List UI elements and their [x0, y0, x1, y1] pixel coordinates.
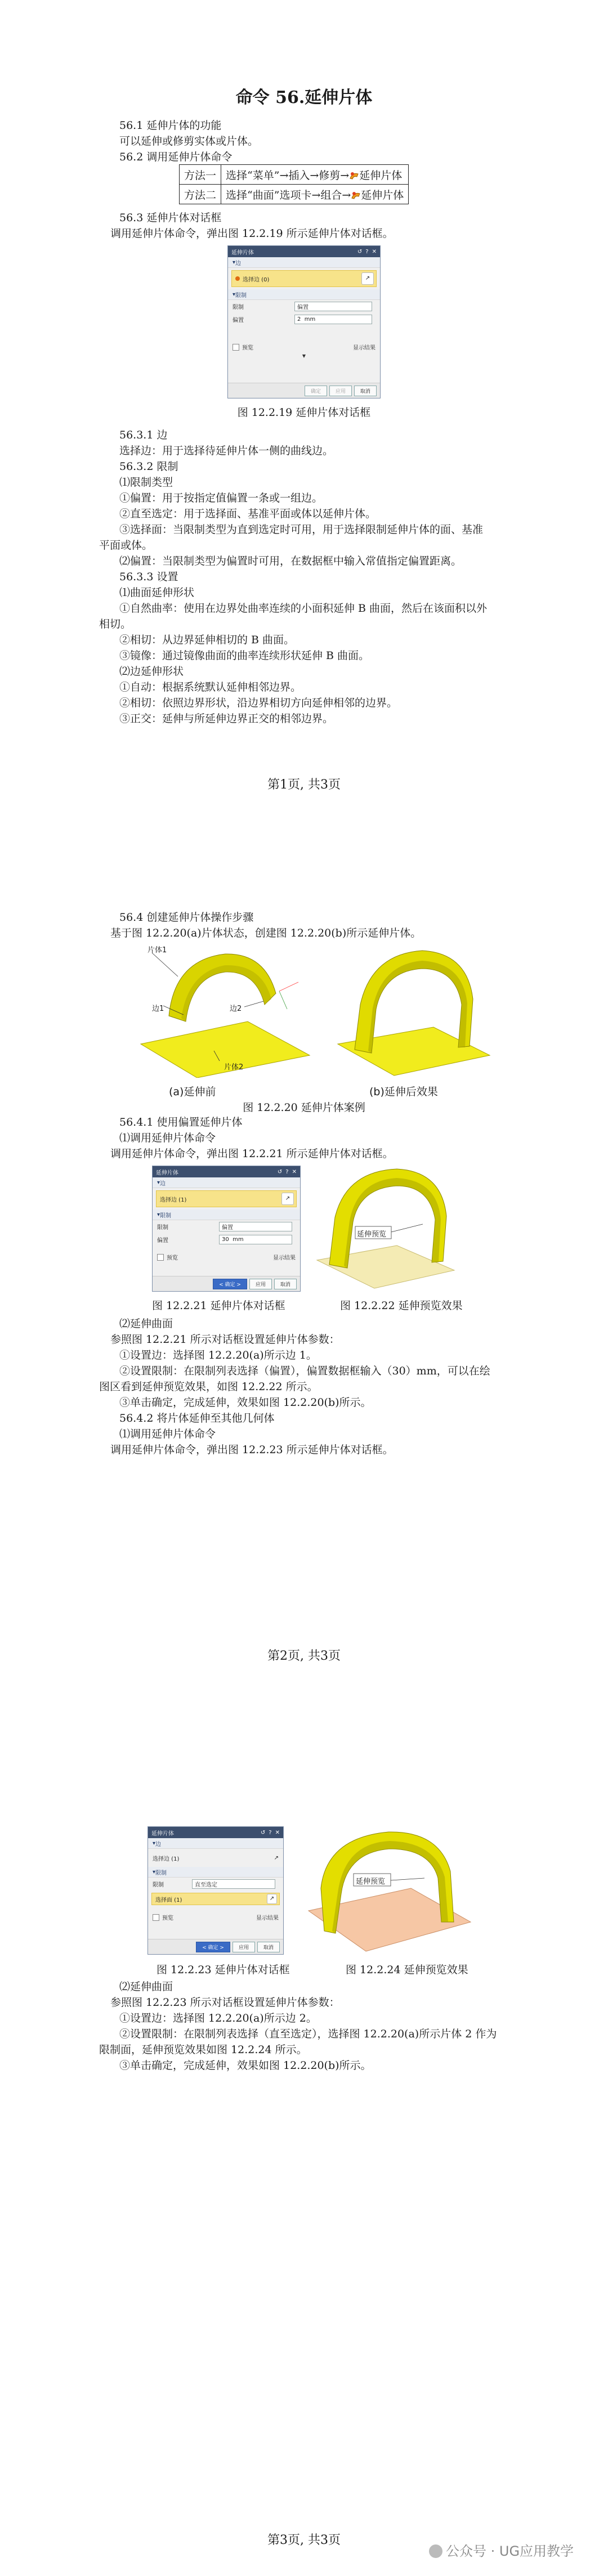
- select-edge-label: 选择边 (1): [160, 1197, 187, 1203]
- list-item: ⑵偏置：当限制类型为偏置时可用，在数据框中输入常值指定偏置距离。: [119, 555, 462, 567]
- limit-select[interactable]: [219, 1222, 292, 1231]
- figure-caption: 图 12.2.22 延伸预览效果: [340, 1300, 463, 1312]
- help-icon[interactable]: ?: [269, 1829, 272, 1836]
- extend-sheet-dialog: [227, 245, 381, 398]
- list-item-wrap: 相切。: [99, 618, 132, 630]
- list-item: ⑴调用延伸片体命令: [119, 1428, 216, 1440]
- list-item: ⑵延伸曲面: [119, 1981, 173, 1993]
- paragraph: 调用延伸片体命令，弹出图 12.2.21 所示延伸片体对话框。: [110, 1148, 394, 1160]
- method-text-prefix: 选择“曲面”选项卡→组合→: [226, 189, 351, 201]
- watermark-text: 公众号 · UG应用教学: [446, 2543, 574, 2559]
- dialog-footer: [153, 1276, 300, 1291]
- axis-red: [279, 982, 298, 991]
- figure-caption: 图 12.2.19 延伸片体对话框: [237, 406, 371, 419]
- list-item-wrap: 图区看到延伸预览效果，如图 12.2.22 所示。: [99, 1381, 318, 1393]
- sheet2-label: 片体2: [224, 1063, 244, 1072]
- apply-button[interactable]: 应用: [329, 386, 352, 396]
- section-heading: 56.1 延伸片体的功能: [119, 119, 222, 132]
- list-item: ②设置限制：在限制列表选择（偏置），偏置数据框输入（30）mm，可以在绘: [119, 1365, 490, 1377]
- section-heading: 56.4.2 将片体延伸至其他几何体: [119, 1412, 275, 1424]
- offset-value: 30: [222, 1237, 229, 1243]
- paragraph: 调用延伸片体命令，弹出图 12.2.19 所示延伸片体对话框。: [110, 227, 394, 240]
- method-label: 方法一: [180, 165, 221, 185]
- leader-line: [391, 1224, 423, 1232]
- page-title: 命令 56.延伸片体: [235, 88, 373, 107]
- dialog-footer: [148, 1939, 283, 1954]
- limit-value: 直至选定: [195, 1882, 217, 1888]
- offset-label: 偏置: [233, 317, 244, 324]
- list-item: ⑴调用延伸片体命令: [119, 1132, 216, 1144]
- limit-label: 限制: [233, 304, 244, 311]
- edge-section-header[interactable]: ▾ 边: [148, 1838, 283, 1849]
- limit-row: [153, 1220, 300, 1233]
- apply-button[interactable]: 应用: [249, 1279, 272, 1289]
- list-item: ②直至选定：用于选择面、基准平面或体以延伸片体。: [119, 508, 377, 520]
- extend-sheet-dialog: [147, 1826, 284, 1955]
- figure-caption: 图 12.2.20 延伸片体案例: [243, 1101, 365, 1114]
- limit-section-header[interactable]: ▾ 限制: [228, 289, 380, 300]
- list-item: ③选择面：当限制类型为直到选定时可用，用于选择限制延伸片体的面、基准: [119, 523, 484, 536]
- limit-row: [228, 300, 380, 313]
- page-footer: 第3页, 共3页: [267, 2533, 341, 2547]
- edge-selector-icon[interactable]: ↗: [274, 1854, 279, 1861]
- select-object-field[interactable]: [151, 1893, 280, 1905]
- close-icon[interactable]: ✕: [372, 248, 377, 255]
- leader-line: [391, 1878, 424, 1880]
- offset-label: 偏置: [157, 1238, 168, 1244]
- subfigure-caption-b: (b)延伸后效果: [369, 1086, 438, 1098]
- wechat-icon: [429, 2544, 442, 2558]
- preview-label: 预览: [167, 1255, 178, 1261]
- limit-value: 偏置: [222, 1225, 233, 1231]
- list-item: ②相切：依照边界形状，沿边界相切方向延伸相邻的边界。: [119, 697, 398, 709]
- limit-section-header[interactable]: ▾ 限制: [148, 1867, 283, 1878]
- apply-button[interactable]: 应用: [233, 1942, 255, 1952]
- figure-caption: 图 12.2.21 延伸片体对话框: [152, 1300, 285, 1312]
- extend-sheet-icon: [351, 190, 361, 200]
- offset-input[interactable]: [219, 1235, 292, 1244]
- dialog-title: 延伸片体: [156, 1170, 178, 1176]
- list-item: ①自动：根据系统默认延伸相邻边界。: [119, 681, 302, 693]
- section-heading: 56.3.2 限制: [119, 460, 178, 473]
- paragraph: 选择边：用于选择待延伸片体一侧的曲线边。: [119, 445, 334, 457]
- method-text: [221, 165, 409, 185]
- preview-tag: 延伸预览: [357, 1230, 387, 1239]
- dialog-titlebar: [228, 246, 380, 257]
- list-item-wrap: 平面或体。: [99, 539, 153, 552]
- limit-select[interactable]: [192, 1879, 275, 1889]
- section-heading: 56.4 创建延伸片体操作步骤: [119, 911, 254, 924]
- limit-row: [148, 1878, 283, 1890]
- paragraph: 可以延伸或修剪实体或片体。: [119, 135, 259, 147]
- page-footer: 第1页, 共3页: [267, 778, 341, 792]
- preview-checkbox[interactable]: [233, 344, 239, 351]
- figure-caption: 图 12.2.23 延伸片体对话框: [157, 1964, 290, 1976]
- help-icon[interactable]: ?: [365, 248, 369, 255]
- select-object-label: 选择面 (1): [155, 1897, 182, 1903]
- dialog-title: 延伸片体: [151, 1830, 174, 1837]
- expand-arrow-icon[interactable]: ▼: [302, 353, 306, 359]
- list-item: ①设置边：选择图 12.2.20(a)所示边 2。: [119, 2012, 317, 2024]
- preview-row: [228, 341, 380, 353]
- axis-green: [279, 991, 287, 1009]
- extend-preview-illustration: [304, 1826, 473, 1956]
- select-edge-field[interactable]: [231, 270, 377, 287]
- list-item: ⑴限制类型: [119, 476, 173, 489]
- reset-icon[interactable]: ↺: [277, 1168, 283, 1175]
- cancel-button[interactable]: 取消: [354, 386, 377, 396]
- ok-button[interactable]: < 确定 >: [196, 1942, 230, 1952]
- table-row: [180, 185, 409, 204]
- extend-sheet-icon: [349, 171, 359, 181]
- select-edge-label: 选择边 (1): [153, 1856, 180, 1862]
- section-heading: 56.3.3 设置: [119, 571, 178, 583]
- select-edge-label: 选择边 (0): [243, 276, 270, 283]
- preview-label: 预览: [162, 1915, 173, 1921]
- show-result-button[interactable]: 显示结果: [273, 1255, 296, 1261]
- limit-label: 限制: [153, 1882, 164, 1888]
- section-heading: 56.3.1 边: [119, 429, 168, 441]
- section-label: 边: [155, 1841, 162, 1848]
- list-item: ⑵延伸曲面: [119, 1318, 173, 1330]
- list-item: ⑵边延伸形状: [119, 665, 184, 678]
- preview-label: 预览: [242, 345, 253, 351]
- list-item: ⑴曲面延伸形状: [119, 586, 195, 599]
- method-text-suffix: 延伸片体: [359, 169, 403, 182]
- list-item: ③单击确定，完成延伸，效果如图 12.2.20(b)所示。: [119, 1396, 372, 1409]
- required-dot-icon: [235, 276, 240, 281]
- offset-value: 2: [297, 316, 301, 322]
- offset-row: [228, 313, 380, 326]
- paragraph: 参照图 12.2.21 所示对话框设置延伸片体参数：: [110, 1333, 340, 1346]
- select-edge-field[interactable]: [156, 1190, 297, 1207]
- method-label: 方法二: [180, 185, 221, 204]
- list-item-wrap: 限制面，延伸预览效果如图 12.2.24 所示。: [99, 2044, 307, 2056]
- cancel-button[interactable]: 取消: [274, 1279, 297, 1289]
- figure-caption: 图 12.2.24 延伸预览效果: [346, 1964, 468, 1976]
- offset-unit: mm: [233, 1237, 244, 1243]
- edge-section-header[interactable]: ▾ 边: [228, 257, 380, 268]
- reset-icon[interactable]: ↺: [260, 1829, 266, 1836]
- subfigure-caption-a: (a)延伸前: [169, 1086, 216, 1098]
- reset-icon[interactable]: ↺: [357, 248, 363, 255]
- list-item: ③镜像：通过镜像曲面的曲率连续形状延伸 B 曲面。: [119, 649, 370, 662]
- dialog-title: 延伸片体: [231, 249, 254, 256]
- list-item: ①自然曲率：使用在边界处曲率连续的小面积延伸 B 曲面，然后在该面积以外: [119, 602, 488, 615]
- list-item: ③正交：延伸与所延伸边界正交的相邻边界。: [119, 713, 334, 725]
- preview-checkbox[interactable]: [157, 1254, 164, 1261]
- method-text-prefix: 选择“菜单”→插入→修剪→: [226, 169, 350, 182]
- show-result-button[interactable]: 显示结果: [353, 345, 375, 351]
- section-label: 限制: [155, 1870, 167, 1876]
- list-item: ②相切：从边界延伸相切的 B 曲面。: [119, 634, 295, 646]
- page-1: [0, 0, 608, 858]
- close-icon[interactable]: ✕: [275, 1829, 280, 1836]
- section-label: 限制: [160, 1212, 172, 1219]
- preview-row: [153, 1251, 300, 1264]
- leader-line: [244, 1001, 263, 1007]
- help-icon[interactable]: ?: [285, 1168, 289, 1175]
- preview-row: [148, 1911, 283, 1924]
- watermark: [429, 2540, 574, 2560]
- close-icon[interactable]: ✕: [292, 1168, 297, 1175]
- show-result-button[interactable]: 显示结果: [256, 1915, 279, 1921]
- paragraph: 基于图 12.2.20(a)片体状态，创建图 12.2.20(b)所示延伸片体。: [110, 927, 422, 939]
- offset-unit: mm: [304, 316, 316, 322]
- page-2: [0, 858, 608, 1717]
- face-selector-icon[interactable]: ↗: [267, 1894, 277, 1904]
- dialog-titlebar: [148, 1827, 283, 1838]
- sheet1-label: 片体1: [147, 946, 167, 955]
- paragraph: 调用延伸片体命令，弹出图 12.2.23 所示延伸片体对话框。: [110, 1444, 394, 1456]
- offset-input[interactable]: [294, 315, 372, 324]
- method-table: [179, 164, 409, 204]
- limit-value: 偏置: [297, 304, 309, 311]
- preview-checkbox[interactable]: [153, 1914, 159, 1921]
- section-label: 边: [235, 260, 242, 267]
- list-item: ①设置边：选择图 12.2.20(a)所示边 1。: [119, 1349, 317, 1361]
- list-item: ①偏置：用于按指定值偏置一条或一组边。: [119, 492, 323, 504]
- ok-button[interactable]: 确定: [305, 386, 327, 396]
- page-footer: 第2页, 共3页: [267, 1649, 341, 1663]
- ok-button[interactable]: < 确定 >: [213, 1279, 247, 1289]
- section-label: 限制: [235, 292, 247, 299]
- extend-sheet-dialog: [152, 1166, 301, 1292]
- leader-line: [152, 953, 178, 976]
- preview-tag: 延伸预览: [356, 1878, 386, 1886]
- edge-selector-icon[interactable]: ↗: [361, 272, 374, 285]
- sheet-after-illustration: [332, 943, 495, 1078]
- edge-section-header[interactable]: ▾ 边: [153, 1177, 300, 1188]
- edge-selector-icon[interactable]: ↗: [281, 1193, 294, 1205]
- method-text: [221, 185, 409, 204]
- section-heading: 56.4.1 使用偏置延伸片体: [119, 1116, 243, 1128]
- edge2-label: 边2: [230, 1005, 242, 1013]
- limit-section-header[interactable]: ▾ 限制: [153, 1209, 300, 1220]
- page-3: [0, 1717, 608, 2576]
- limit-select[interactable]: [294, 302, 372, 311]
- section-heading: 56.2 调用延伸片体命令: [119, 151, 233, 163]
- table-row: [180, 165, 409, 185]
- section-heading: 56.3 延伸片体对话框: [119, 212, 222, 224]
- dialog-footer: [228, 383, 380, 398]
- select-edge-field[interactable]: [148, 1849, 283, 1867]
- list-item: ②设置限制：在限制列表选择（直至选定），选择图 12.2.20(a)所示片体 2 作为: [119, 2028, 497, 2040]
- edge1-label: 边1: [152, 1005, 164, 1013]
- list-item: ③单击确定，完成延伸，效果如图 12.2.20(b)所示。: [119, 2059, 372, 2072]
- section-label: 边: [160, 1180, 166, 1187]
- method-text-suffix: 延伸片体: [361, 189, 404, 201]
- cancel-button[interactable]: 取消: [257, 1942, 280, 1952]
- offset-row: [153, 1233, 300, 1246]
- paragraph: 参照图 12.2.23 所示对话框设置延伸片体参数：: [110, 1996, 340, 2009]
- dialog-titlebar: [153, 1166, 300, 1177]
- limit-label: 限制: [157, 1225, 168, 1231]
